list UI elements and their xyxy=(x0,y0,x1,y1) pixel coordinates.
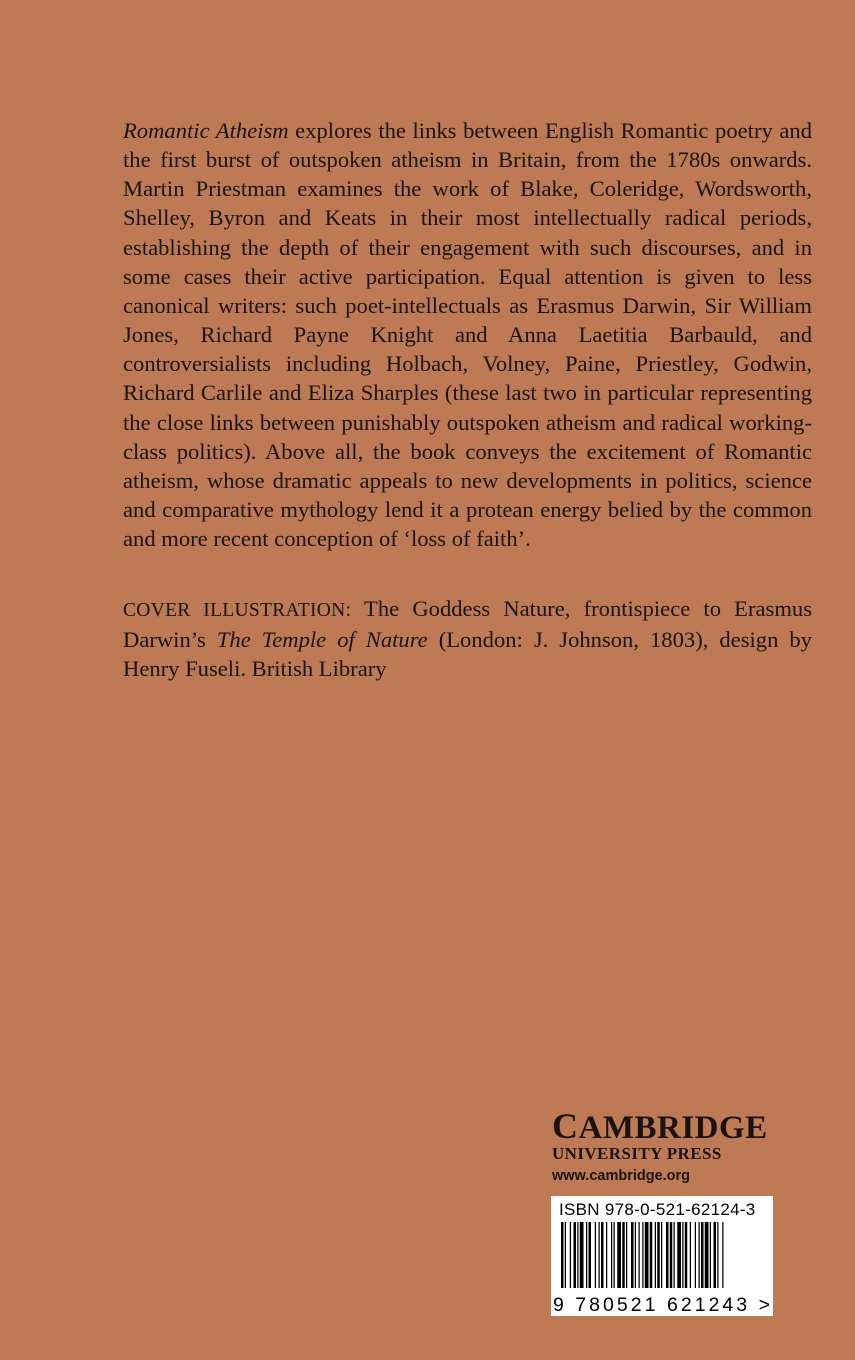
barcode-bar xyxy=(650,1222,653,1288)
barcode-bar xyxy=(577,1222,578,1288)
isbn-barcode xyxy=(551,1196,773,1316)
barcode-bar xyxy=(642,1222,643,1288)
barcode-bar xyxy=(685,1222,688,1288)
barcode-bar xyxy=(714,1222,717,1288)
barcode-bar xyxy=(599,1222,600,1288)
blurb-text: explores the links between English Romantic poetry and the first burst of outspoken atheism in Britain, from the 1780s onwards. Martin Priestman examines the work of Blake, Coleridge, Wordsworth, Shelley, Byron and Keats in their most intellectually radical periods, establishing the depth of their engagement with such discourses, and in some cases their active participation. Equal attention is given to less canonical writers: such poet-intellectuals as Erasmus Darwin, Sir William Jones, Richard Payne Knight and Anna Laetitia Barbauld, and controversialists including Holbach, Volney, Paine, Priestley, Godwin, Richard Carlile and Eliza Sharples (these last two in particular representing the close links between punishably outspoken atheism and radical working-class politics). Above all, the book conveys the excitement of Romantic atheism, whose dramatic appeals to new developments in politics, science and comparative mythology lend it a protean energy belied by the common and more recent conception of ‘loss of faith’. xyxy=(123,118,812,552)
barcode-bar xyxy=(626,1222,627,1288)
barcode-bar xyxy=(645,1222,649,1288)
barcode-bar xyxy=(611,1222,612,1288)
barcode-bar xyxy=(586,1222,587,1288)
barcode-bar xyxy=(670,1222,673,1288)
barcode-bar xyxy=(661,1222,662,1288)
credit-text-before: The Goddess Nature, frontispiece to Erasmus Darwin’s xyxy=(123,596,812,653)
isbn-label: ISBN 978-0-521-62124-3 xyxy=(559,1200,756,1219)
barcode-bar xyxy=(722,1222,723,1288)
credit-label: COVER ILLUSTRATION: xyxy=(123,600,352,621)
barcode-bar xyxy=(699,1222,700,1288)
barcode-bar xyxy=(695,1222,696,1288)
barcode-bar xyxy=(617,1222,621,1288)
barcode-bar xyxy=(674,1222,675,1288)
barcode-bar xyxy=(666,1222,669,1288)
credit-work-title: The Temple of Nature xyxy=(216,627,428,653)
barcode-bar xyxy=(606,1222,607,1288)
barcode-bar xyxy=(701,1222,704,1288)
barcode-bar xyxy=(705,1222,709,1288)
barcode-bar xyxy=(655,1222,656,1288)
barcode-bar xyxy=(570,1222,571,1288)
publisher-name xyxy=(552,1108,774,1146)
barcode-bar xyxy=(717,1222,718,1288)
barcode-bar xyxy=(574,1222,577,1288)
barcode-bar xyxy=(639,1222,640,1288)
barcode-digits: 9 780521 621243 > xyxy=(553,1294,770,1316)
cover-illustration-credit xyxy=(123,594,812,683)
credit-text-after: (London: J. Johnson, 1803), design by Henry Fuseli. British Library xyxy=(123,627,812,682)
publisher-name-initial: C xyxy=(552,1106,579,1146)
publisher-press: UNIVERSITY PRESS xyxy=(552,1144,722,1163)
barcode-bar xyxy=(565,1222,566,1288)
barcode-bar xyxy=(677,1222,681,1288)
book-title-italic: Romantic Atheism xyxy=(123,118,289,143)
barcode-bar xyxy=(595,1222,596,1288)
barcode-bar xyxy=(601,1222,604,1288)
barcode-bar xyxy=(614,1222,615,1288)
barcode-bar xyxy=(580,1222,584,1288)
barcode-bar xyxy=(631,1222,634,1288)
barcode-bar xyxy=(589,1222,592,1288)
barcode-bar xyxy=(561,1222,564,1288)
barcode-bar xyxy=(710,1222,711,1288)
publisher-url: www.cambridge.org xyxy=(552,1168,691,1184)
publisher-logo xyxy=(552,1108,774,1186)
blurb-paragraph xyxy=(123,116,812,553)
barcode-bar xyxy=(682,1222,683,1288)
barcode-bar xyxy=(622,1222,625,1288)
publisher-name-rest: AMBRIDGE xyxy=(578,1110,768,1146)
barcode-bar xyxy=(657,1222,660,1288)
barcode-bar xyxy=(690,1222,691,1288)
barcode-bar xyxy=(635,1222,636,1288)
